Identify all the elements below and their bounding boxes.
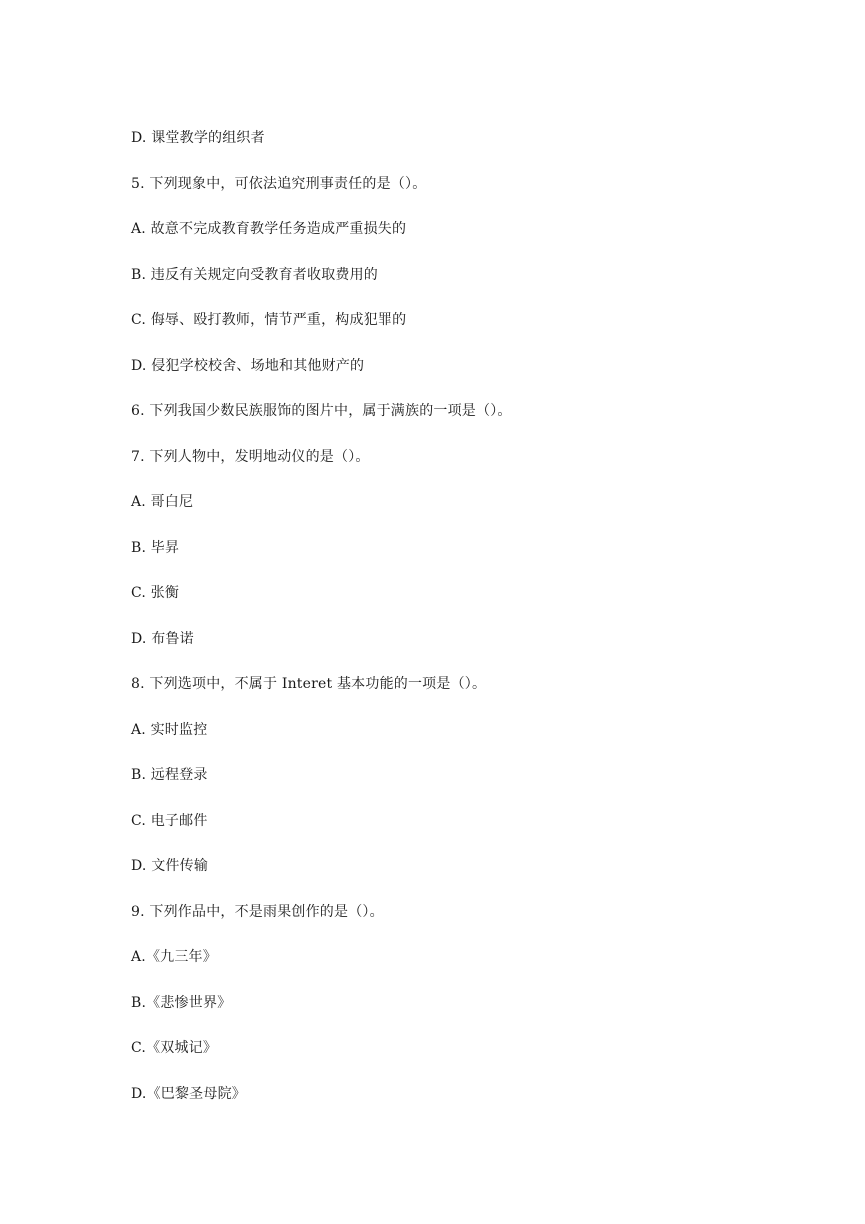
option-5b: B. 违反有关规定向受教育者收取费用的: [131, 267, 378, 283]
option-5c: C. 侮辱、殴打教师，情节严重，构成犯罪的: [131, 312, 407, 328]
option-5d: D. 侵犯学校校舍、场地和其他财产的: [131, 358, 365, 374]
option-8b: B. 远程登录: [131, 767, 208, 783]
question-8: 8. 下列选项中，不属于 Interet 基本功能的一项是（）。: [131, 676, 487, 692]
question-9: 9. 下列作品中，不是雨果创作的是（）。: [131, 904, 384, 920]
option-8d: D. 文件传输: [131, 858, 209, 874]
option-9a: A.《九三年》: [131, 949, 217, 965]
option-9b: B.《悲惨世界》: [131, 995, 232, 1011]
option-7d: D. 布鲁诺: [131, 631, 194, 647]
option-8a: A. 实时监控: [131, 722, 208, 738]
question-5: 5. 下列现象中，可依法追究刑事责任的是（）。: [131, 176, 427, 192]
option-9c: C.《双城记》: [131, 1040, 218, 1056]
option-9d: D.《巴黎圣母院》: [131, 1086, 246, 1102]
option-7b: B. 毕昇: [131, 540, 180, 556]
question-6: 6. 下列我国少数民族服饰的图片中，属于满族的一项是（）。: [131, 403, 512, 419]
option-7c: C. 张衡: [131, 585, 180, 601]
question-7: 7. 下列人物中，发明地动仪的是（）。: [131, 449, 370, 465]
option-7a: A. 哥白尼: [131, 494, 194, 510]
option-5a: A. 故意不完成教育教学任务造成严重损失的: [131, 221, 407, 237]
option-4d: D. 课堂教学的组织者: [131, 130, 265, 146]
option-8c: C. 电子邮件: [131, 813, 208, 829]
